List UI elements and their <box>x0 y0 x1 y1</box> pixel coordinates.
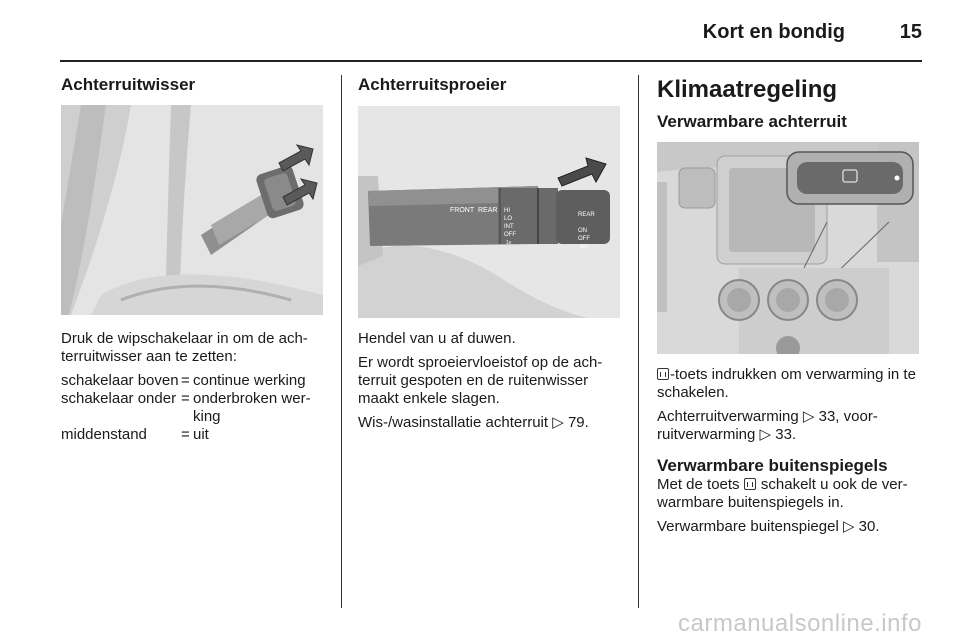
description-text: Er wordt sproeiervloeistof op de ach-terruit gespoten en de ruitenwisser maakt enkele slagen. <box>358 354 603 407</box>
rear-wiper-figure <box>61 105 323 315</box>
description-text <box>657 476 927 512</box>
hi-label: HI <box>504 208 510 214</box>
heated-rear-window-icon <box>744 478 756 490</box>
instruction-text <box>657 366 927 402</box>
once-label: 1x <box>506 240 512 246</box>
cross-reference <box>657 518 927 536</box>
reference-text: Wis-/wasinstallatie achterruit <box>358 414 549 431</box>
reference-page: 33, voor- <box>818 408 878 425</box>
lo-label: LO <box>504 216 513 222</box>
reference-arrow-icon: ▷ <box>759 426 772 443</box>
rear-label: REAR <box>478 207 498 214</box>
page-number: 15 <box>899 21 922 43</box>
off-label: OFF <box>504 232 516 238</box>
climate-control-section <box>657 76 927 542</box>
reference-arrow-icon: ▷ <box>802 408 815 425</box>
rear-washer-section <box>358 76 623 438</box>
description-body: schakelt u ook de ver-warmbare buitenspiegels in. <box>657 476 908 511</box>
equals-sign: = <box>181 372 190 389</box>
int-switch-label: INT <box>580 244 589 250</box>
on-label: ON <box>578 228 587 234</box>
watermark: carmanualsonline.info <box>678 610 922 637</box>
dashboard-illustration <box>657 142 919 354</box>
heated-rear-window-figure <box>657 142 919 354</box>
instruction-text: Hendel van u af duwen. <box>358 330 516 347</box>
heated-rear-window-icon <box>657 368 669 380</box>
reference-page: 30. <box>858 518 880 535</box>
off-switch-label: OFF <box>578 236 590 242</box>
chapter-heading: Klimaatregeling <box>657 76 838 103</box>
front-label: FRONT <box>450 207 475 214</box>
table-row <box>61 390 323 426</box>
reference-text: Verwarmbare buitenspiegel <box>657 518 839 535</box>
reference-text: ruitverwarming <box>657 426 756 443</box>
subsection-heading: Verwarmbare achterruit <box>657 112 847 131</box>
section-heading: Achterruitwisser <box>61 75 196 94</box>
intro-text: Druk de wipschakelaar in om de ach-terruitwisser aan te zetten: <box>61 330 308 365</box>
section-heading: Achterruitsproeier <box>358 75 507 94</box>
table-row <box>61 426 323 444</box>
equals-sign: = <box>181 426 190 443</box>
int-label: INT <box>504 224 514 230</box>
rear-wiper-section <box>61 76 326 444</box>
wiper-switch-illustration <box>61 105 323 315</box>
cross-reference <box>358 414 623 432</box>
instruction-body: -toets indrukken om verwarming in te schakelen. <box>657 366 916 401</box>
position-description: onderbroken wer-king <box>193 390 311 425</box>
reference-page: 33. <box>775 426 797 443</box>
reference-text: Achterruitverwarming <box>657 408 799 425</box>
cross-reference <box>657 408 927 444</box>
table-row <box>61 372 323 390</box>
subsection-heading: Verwarmbare buitenspiegels <box>657 456 888 475</box>
rear-washer-figure <box>358 106 620 318</box>
position-term: schakelaar onder <box>61 390 177 407</box>
column-divider-2 <box>638 75 639 608</box>
chapter-title: Kort en bondig <box>702 21 845 43</box>
reference-arrow-icon: ▷ <box>552 414 564 431</box>
header-rule <box>60 60 922 62</box>
washer-stalk-illustration <box>358 106 620 318</box>
position-term: middenstand <box>61 426 147 443</box>
position-description: uit <box>193 426 209 443</box>
rear-switch-label: REAR <box>578 212 595 218</box>
reference-arrow-icon: ▷ <box>842 518 855 535</box>
equals-sign: = <box>181 390 190 407</box>
position-description: continue werking <box>193 372 306 389</box>
switch-positions-table <box>61 372 323 444</box>
reference-page: 79. <box>567 414 589 431</box>
column-divider-1 <box>341 75 342 608</box>
description-body: Met de toets <box>657 476 740 493</box>
position-term: schakelaar boven <box>61 372 179 389</box>
